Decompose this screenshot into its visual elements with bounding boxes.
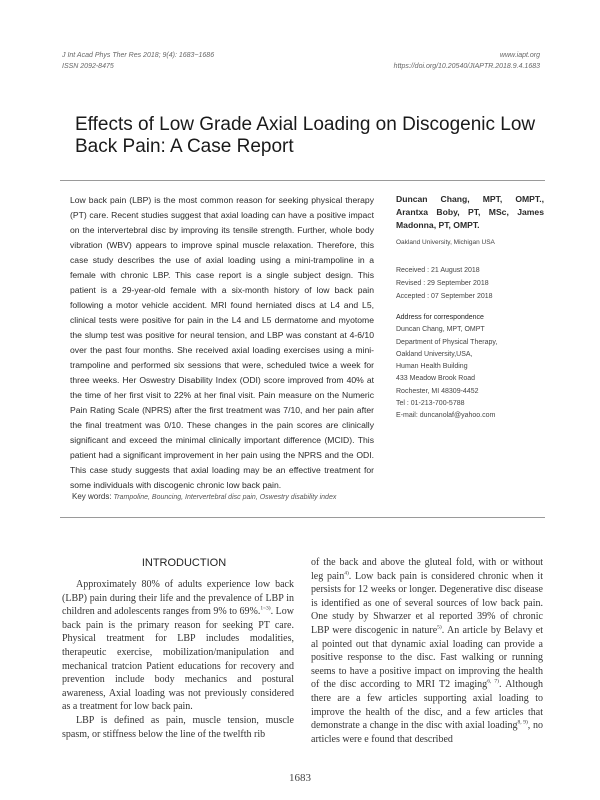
correspondence-line: Human Health Building xyxy=(396,363,468,371)
correspondence-block xyxy=(396,312,497,423)
journal-citation xyxy=(62,50,214,72)
correspondence-heading: Address for correspondence xyxy=(396,314,484,321)
page-number: 1683 xyxy=(289,772,311,784)
keywords-line xyxy=(72,492,336,501)
keywords-value: Trampoline, Bouncing, Intervertebral disc pain, Oswestry disability index xyxy=(113,494,337,501)
correspondence-line: Oakland University,USA, xyxy=(396,350,473,358)
correspondence-line: Duncan Chang, MPT, OMPT xyxy=(396,326,485,334)
issn: ISSN 2092-8475 xyxy=(62,63,114,70)
correspondence-line: Tel : 01-213-700-5788 xyxy=(396,400,465,408)
keywords-label: Key words: xyxy=(72,492,112,501)
accepted-date: Accepted : 07 September 2018 xyxy=(396,293,493,300)
correspondence-email: E-mail: duncanolaf@yahoo.com xyxy=(396,412,496,420)
body-column-right xyxy=(311,556,543,746)
abstract-text: Low back pain (LBP) is the most common reason for seeking physical therapy (PT) care. Recent studies suggest that axial loading can have a positive impact on the intervertebral disc by improving its tensile strength. Further, whole body vibration (WBV) appears to improve spinal muscle relaxation. Therefore, this case study describes the use of axial loading using a mini-trampoline in a female with chronic LBP. This case report is a single subject design. This patient is a 29-year-old female with a six-month history of low back pain following a motor vehicle accident. MRI found herniated discs at L4 and L5, clinical tests were positive for pain in the L4 and L5 dermatome and myotome the slump test was positive for neural tension, and LBP was constant at 4-6/10 over the past four months. She received axial loading exercises using a mini-trampoline and performed six sessions that were, scheduled twice a week for three weeks. Her Oswestry Disability Index (ODI) score improved from 40% at the time of her first visit to 22% at her final visit. Pain measure on the Numeric Pain Rating Scale (NPRS) after the first treatment was 7/10, and her pain after the final treatment was 0/10. These changes in the pain scores are clinically significant and exceed the minimal clinically important difference (MCID). This patient had a significant improvement in her pain using the NPRS and the ODI. This case study suggests that axial loading may be an effective treatment for some individuals with discogenic chronic low back pain. xyxy=(70,195,374,490)
received-date: Received : 21 August 2018 xyxy=(396,267,480,274)
intro-paragraph-continued: of the back and above the gluteal fold, with or without leg pain$^{4)}$. Low back pain is considered chronic when it persists for 12 weeks or longer. Degenerative disc disease is identified as one of several sources of low back pain. One study by Shwarzer et al reported 39% of chronic LBP were discogenic in nature$^{5)}$. An article by Belavy et al pointed out that dynamic axial loading can provide a positive response to the disc. Fast walking or running seems to have a positive impact on improving the health of the disc according to MRI T2 imaging$^{6, 7)}$. Although there are a few articles supporting axial loading to improve the health of the disc, and a few articles that demonstrate a change in the disc with axial loading$^{8, 9)}$, no articles were e found that described xyxy=(311,557,543,745)
correspondence-line: 433 Meadow Brook Road xyxy=(396,375,475,383)
affiliation: Oakland University, Michigan USA xyxy=(396,239,495,246)
intro-paragraph: LBP is defined as pain, muscle tension, muscle spasm, or stiffness below the line of the twelfth rib xyxy=(62,714,294,740)
journal-site: www.iapt.org xyxy=(499,52,540,59)
abstract-panel xyxy=(60,180,545,518)
article-title: Effects of Low Grade Axial Loading on Discogenic Low Back Pain: A Case Report xyxy=(75,114,536,157)
article-dates xyxy=(396,264,493,303)
body-column-left xyxy=(62,578,294,741)
revised-date: Revised : 29 September 2018 xyxy=(396,280,489,287)
correspondence-line: Rochester, MI 48309-4452 xyxy=(396,387,479,395)
journal-links xyxy=(394,50,540,72)
intro-paragraph: Approximately 80% of adults experience low back (LBP) pain during their life and the prevalence of LBP in children and adolescents ranges from 9% to 69%.$^{1\sim 3)}$. Low back pain is the primary reason for seeking PT care. Physical treatment for LBP includes modalities, therapeutic exercise, mobilization/manipulation and mechanical tratcion Patient educations for recovery and prevention include body mechanics and postural awareness, Axial loading was not previously considered as a treatment for low back pain. xyxy=(62,579,294,713)
doi-link: https://doi.org/10.20540/JIAPTR.2018.9.4.1683 xyxy=(393,63,540,70)
section-heading-introduction: INTRODUCTION xyxy=(141,557,227,569)
correspondence-line: Department of Physical Therapy, xyxy=(396,338,498,346)
journal-reference: J Int Acad Phys Ther Res 2018; 9(4): 1683~1686 xyxy=(62,52,215,59)
author-list: Duncan Chang, MPT, OMPT., Arantxa Boby, PT, MSc, James Madonna, PT, OMPT. xyxy=(396,194,544,230)
